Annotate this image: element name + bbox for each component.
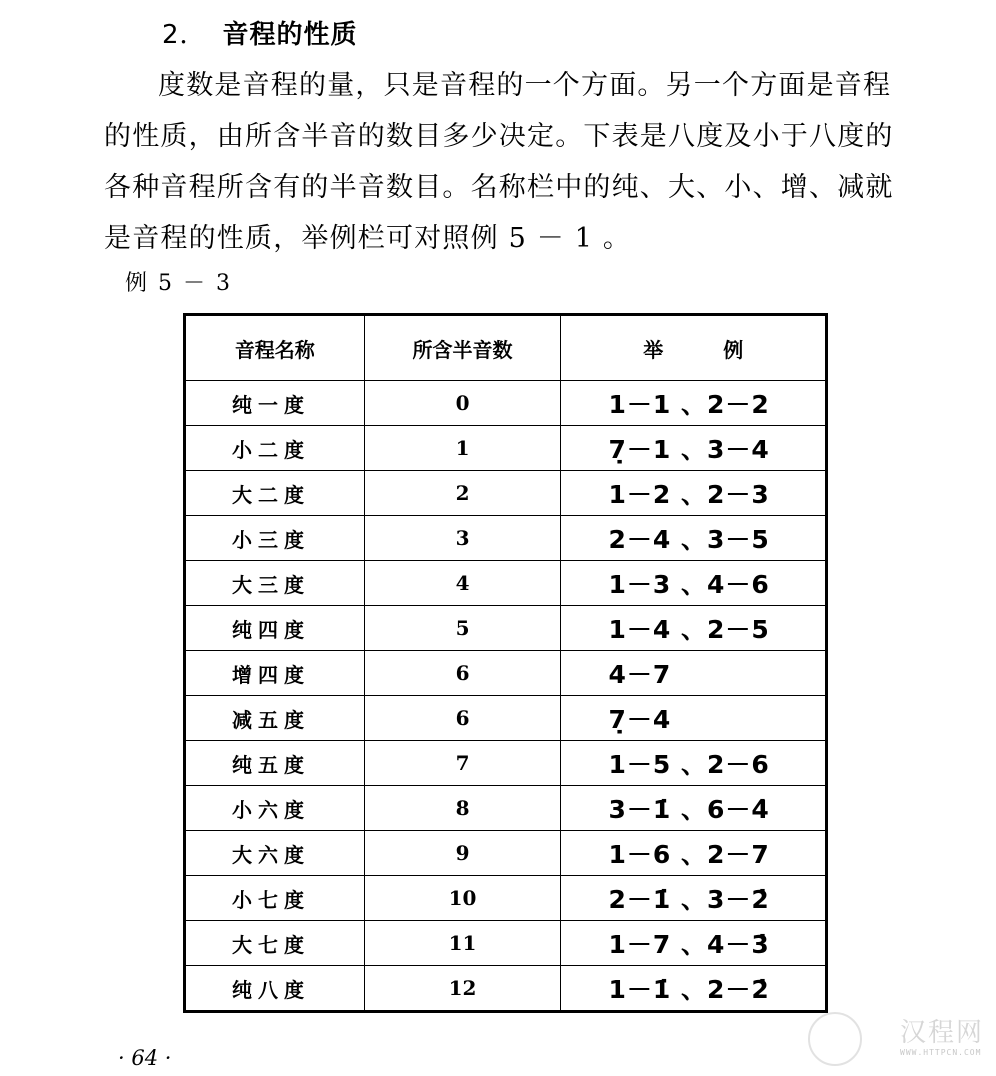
example-label: 例 5 － 3 bbox=[125, 271, 232, 296]
interval-name: 大三度 bbox=[185, 561, 365, 606]
table-header-row bbox=[185, 315, 827, 381]
interval-name: 减五度 bbox=[185, 696, 365, 741]
interval-name: 大六度 bbox=[185, 831, 365, 876]
semitone-count: 2 bbox=[364, 471, 561, 516]
section-heading bbox=[162, 14, 358, 51]
watermark bbox=[808, 1008, 994, 1068]
interval-table bbox=[183, 313, 828, 1013]
semitone-count: 6 bbox=[364, 696, 561, 741]
semitone-count: 1 bbox=[364, 426, 561, 471]
interval-name: 小六度 bbox=[185, 786, 365, 831]
body-paragraph bbox=[104, 60, 916, 264]
table-row bbox=[185, 471, 827, 516]
interval-name: 小七度 bbox=[185, 876, 365, 921]
table-row bbox=[185, 426, 827, 471]
section-number: 2． bbox=[162, 20, 207, 50]
interval-name: 小三度 bbox=[185, 516, 365, 561]
interval-example: 1－3 、4－6 bbox=[561, 561, 827, 606]
interval-name: 纯一度 bbox=[185, 381, 365, 426]
interval-example: 1－6 、2－7 bbox=[561, 831, 827, 876]
interval-example: 3－1̇ 、6－4̇ bbox=[561, 786, 827, 831]
interval-name: 纯五度 bbox=[185, 741, 365, 786]
table-row bbox=[185, 561, 827, 606]
semitone-count: 11 bbox=[364, 921, 561, 966]
table-row bbox=[185, 921, 827, 966]
table-row bbox=[185, 381, 827, 426]
header-example-a: 举 bbox=[643, 337, 664, 362]
interval-example: 1－2 、2－3 bbox=[561, 471, 827, 516]
semitone-count: 5 bbox=[364, 606, 561, 651]
interval-example: 1－7 、4－3̇ bbox=[561, 921, 827, 966]
semitone-count: 9 bbox=[364, 831, 561, 876]
interval-example: 1－4 、2－5 bbox=[561, 606, 827, 651]
interval-example: 4－7 bbox=[561, 651, 827, 696]
table-row bbox=[185, 741, 827, 786]
interval-example: 7̣－1 、3－4 bbox=[561, 426, 827, 471]
semitone-count: 3 bbox=[364, 516, 561, 561]
page-number: · 64 · bbox=[118, 1046, 172, 1070]
interval-name: 纯四度 bbox=[185, 606, 365, 651]
watermark-logo-icon bbox=[808, 1012, 862, 1066]
header-example-b: 例 bbox=[723, 337, 744, 362]
semitone-count: 6 bbox=[364, 651, 561, 696]
semitone-count: 12 bbox=[364, 966, 561, 1012]
header-example bbox=[561, 315, 827, 381]
interval-example: 1－1̇ 、2－2̇ bbox=[561, 966, 827, 1012]
header-semitones: 所含半音数 bbox=[364, 315, 561, 381]
table-row bbox=[185, 651, 827, 696]
table-row bbox=[185, 786, 827, 831]
table-row bbox=[185, 966, 827, 1012]
watermark-url: WWW.HTTPCN.COM bbox=[900, 1048, 982, 1057]
interval-example: 1－5 、2－6 bbox=[561, 741, 827, 786]
semitone-count: 0 bbox=[364, 381, 561, 426]
watermark-title: 汉程网 bbox=[900, 1018, 985, 1048]
header-interval-name: 音程名称 bbox=[185, 315, 365, 381]
interval-name: 小二度 bbox=[185, 426, 365, 471]
table-row bbox=[185, 831, 827, 876]
table-row bbox=[185, 696, 827, 741]
interval-example: 2－1̇ 、3－2̇ bbox=[561, 876, 827, 921]
paragraph-text: 度数是音程的量，只是音程的一个方面。另一个方面是音程的性质，由所含半音的数目多少决定。下表是八度及小于八度的各种音程所含有的半音数目。名称栏中的纯、大、小、增、减就是音程的性质，举例栏可对照例 5 － 1 。 bbox=[104, 70, 894, 254]
section-title: 音程的性质 bbox=[222, 20, 358, 50]
table-row bbox=[185, 516, 827, 561]
interval-example: 1－1 、2－2 bbox=[561, 381, 827, 426]
interval-name: 增四度 bbox=[185, 651, 365, 696]
semitone-count: 4 bbox=[364, 561, 561, 606]
interval-name: 大二度 bbox=[185, 471, 365, 516]
semitone-count: 10 bbox=[364, 876, 561, 921]
interval-example: 7̣－4 bbox=[561, 696, 827, 741]
semitone-count: 7 bbox=[364, 741, 561, 786]
table-row bbox=[185, 876, 827, 921]
table-row bbox=[185, 606, 827, 651]
interval-name: 纯八度 bbox=[185, 966, 365, 1012]
interval-example: 2－4 、3－5 bbox=[561, 516, 827, 561]
interval-name: 大七度 bbox=[185, 921, 365, 966]
semitone-count: 8 bbox=[364, 786, 561, 831]
